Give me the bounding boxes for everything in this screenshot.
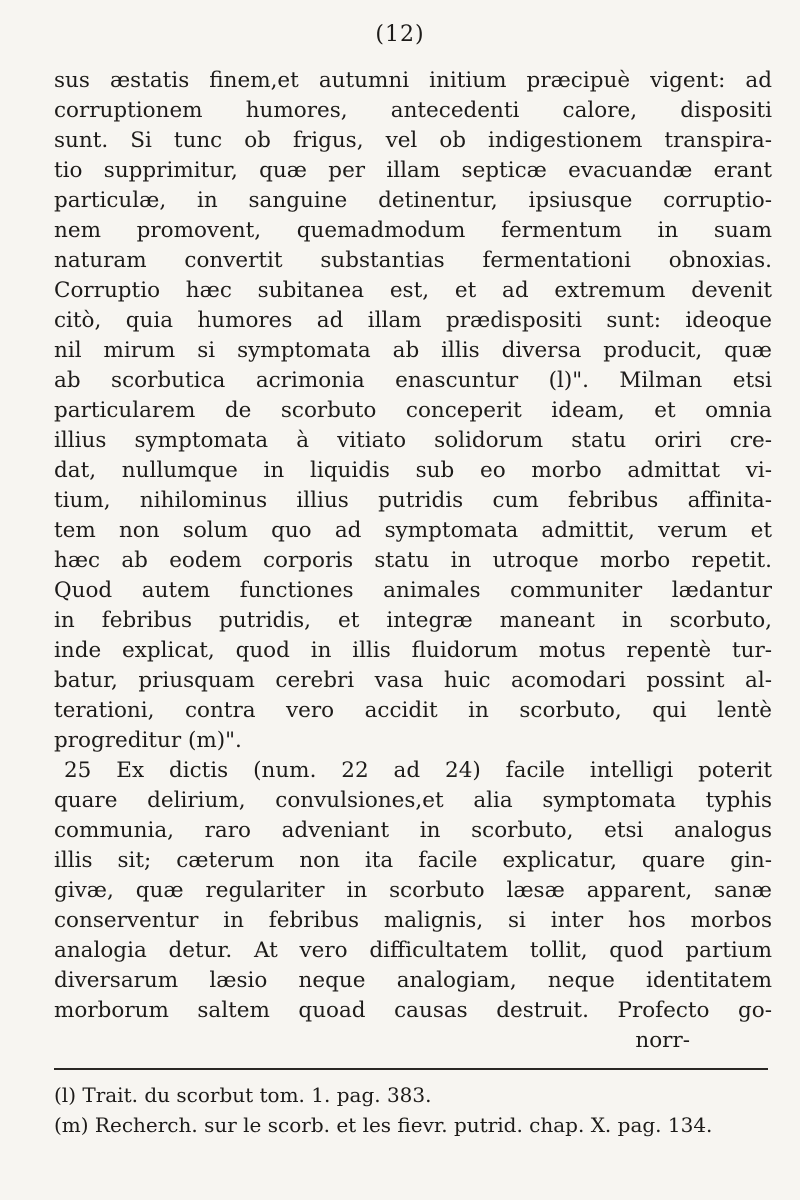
text-line: communia, raro adveniant in scorbuto, etsi analogus — [54, 818, 772, 843]
text-line: sunt. Si tunc ob frigus, vel ob indigestionem transpira- — [54, 128, 772, 153]
text-line: sus æstatis finem,et autumni initium præcipuè vigent: ad — [54, 68, 772, 93]
text-line: particularem de scorbuto conceperit ideam, et omnia — [54, 398, 772, 423]
text-line: citò, quia humores ad illam prædispositi sunt: ideoque — [54, 308, 772, 333]
text-line: Quod autem functiones animales communiter lædantur — [54, 578, 772, 603]
text-line: tium, nihilominus illius putridis cum febribus affinita- — [54, 488, 772, 513]
text-line: inde explicat, quod in illis fluidorum motus repentè tur- — [54, 638, 772, 663]
text-line: analogia detur. At vero difficultatem tollit, quod partium — [54, 938, 772, 963]
body-text — [54, 66, 772, 1026]
text-line: particulæ, in sanguine detinentur, ipsiusque corruptio- — [54, 188, 772, 213]
text-line: naturam convertit substantias fermentationi obnoxias. — [54, 248, 772, 273]
page-number: (12) — [375, 22, 425, 47]
text-line: diversarum læsio neque analogiam, neque identitatem — [54, 968, 772, 993]
text-line: givæ, quæ regulariter in scorbuto læsæ apparent, sanæ — [54, 878, 772, 903]
text-line: Corruptio hæc subitanea est, et ad extremum devenit — [54, 278, 772, 303]
text-line: dat, nullumque in liquidis sub eo morbo admittat vi- — [54, 458, 772, 483]
text-line: illis sit; cæterum non ita facile explicatur, quare gin- — [54, 848, 772, 873]
footnote-l: (l) Trait. du scorbut tom. 1. pag. 383. — [54, 1083, 432, 1107]
text-line: 25 Ex dictis (num. 22 ad 24) facile intelligi poterit — [64, 758, 772, 783]
text-line: nem promovent, quemadmodum fermentum in suam — [54, 218, 772, 243]
text-line: tem non solum quo ad symptomata admittit, verum et — [54, 518, 772, 543]
text-line: hæc ab eodem corporis statu in utroque morbo repetit. — [54, 548, 772, 573]
text-line: terationi, contra vero accidit in scorbuto, qui lentè — [54, 698, 772, 723]
catchword: norr- — [635, 1028, 690, 1053]
text-line: corruptionem humores, antecedenti calore, dispositi — [54, 98, 772, 123]
text-line: quare delirium, convulsiones,et alia symptomata typhis — [54, 788, 772, 813]
text-line: progreditur (m)". — [54, 728, 242, 753]
text-line: conserventur in febribus malignis, si inter hos morbos — [54, 908, 772, 933]
footnotes — [54, 1080, 768, 1140]
text-line: batur, priusquam cerebri vasa huic acomodari possint al- — [54, 668, 772, 693]
text-line: tio supprimitur, quæ per illam septicæ evacuandæ erant — [54, 158, 772, 183]
text-line: ab scorbutica acrimonia enascuntur (l)". Milman etsi — [54, 368, 772, 393]
text-line: morborum saltem quoad causas destruit. Profecto go- — [54, 998, 772, 1023]
footnote-m: (m) Recherch. sur le scorb. et les fievr. putrid. chap. X. pag. 134. — [54, 1113, 713, 1137]
text-line: in febribus putridis, et integræ maneant in scorbuto, — [54, 608, 772, 633]
text-line: illius symptomata à vitiato solidorum statu oriri cre- — [54, 428, 772, 453]
footnote-divider — [54, 1068, 768, 1070]
text-line: nil mirum si symptomata ab illis diversa producit, quæ — [54, 338, 772, 363]
